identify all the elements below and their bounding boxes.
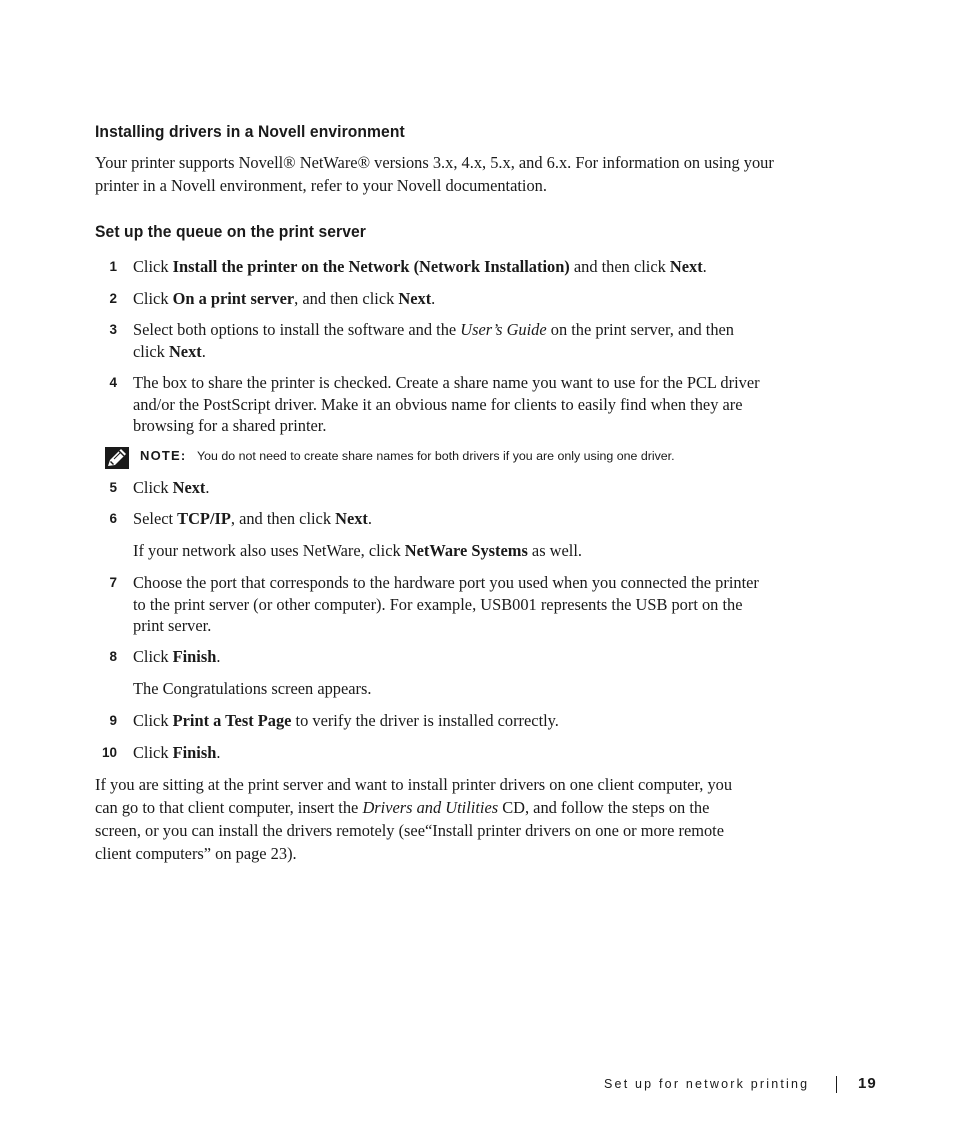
step-text: Choose the port that corresponds to the hardware port you used when you connected the printer to the print server (or other computer). For example, USB001 represents the USB port on the print server.	[133, 573, 759, 635]
step-text: Select both options to install the software and the User’s Guide on the print server, and then click Next.	[133, 320, 734, 361]
step-number: 2	[109, 291, 117, 306]
step-6-subtext: If your network also uses NetWare, click NetWare Systems as well.	[133, 541, 582, 560]
note-text: You do not need to create share names for both drivers if you are only using one driver.	[197, 449, 675, 463]
step-number: 4	[109, 375, 117, 390]
step-text: Click Next.	[133, 478, 210, 497]
step-number: 10	[101, 745, 117, 760]
step-text: Click Print a Test Page to verify the driver is installed correctly.	[133, 711, 559, 730]
footer-title: Set up for network printing	[604, 1077, 810, 1091]
closing-paragraph: If you are sitting at the print server and want to install printer drivers on one client computer, you can go to that client computer, insert the Drivers and Utilities CD, and follow the steps on the screen, or you can install the drivers remotely (see“Install printer drivers on one or more remote client computers” on page 23).	[95, 775, 733, 863]
step-text: The box to share the printer is checked. Create a share name you want to use for the PCL driver and/or the PostScript driver. Make it an obvious name for clients to easily find when they are browsing for a shared printer.	[133, 373, 760, 435]
section-heading-queue: Set up the queue on the print server	[95, 222, 366, 241]
note-callout	[105, 447, 785, 471]
step-number: 6	[109, 511, 117, 526]
step-text: Select TCP/IP, and then click Next.	[133, 509, 372, 528]
step-text: Click On a print server, and then click Next.	[133, 289, 436, 308]
step-text: Click Install the printer on the Network (Network Installation) and then click Next.	[133, 257, 707, 276]
footer-divider	[836, 1076, 837, 1093]
note-pencil-icon	[105, 447, 129, 469]
step-number: 8	[109, 649, 117, 664]
step-8-subtext: The Congratulations screen appears.	[133, 679, 372, 698]
intro-paragraph: Your printer supports Novell® NetWare® versions 3.x, 4.x, 5.x, and 6.x. For information on using your printer in a Novell environment, refer to your Novell documentation.	[95, 153, 774, 195]
step-text: Click Finish.	[133, 647, 221, 666]
step-text: Click Finish.	[133, 743, 221, 762]
step-number: 3	[109, 322, 117, 337]
step-number: 1	[109, 259, 117, 274]
page-number: 19	[858, 1075, 877, 1092]
step-number: 7	[109, 575, 117, 590]
step-number: 5	[109, 480, 117, 495]
note-label: NOTE:	[140, 448, 187, 463]
section-heading-novell: Installing drivers in a Novell environment	[95, 122, 405, 141]
step-number: 9	[109, 713, 117, 728]
